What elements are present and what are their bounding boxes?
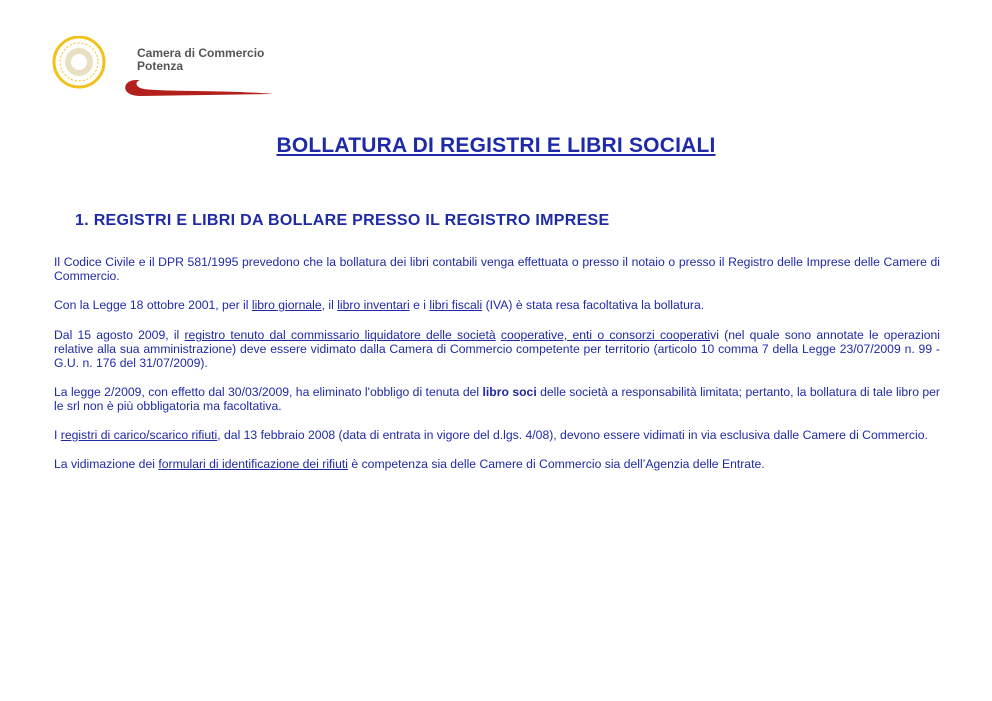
text-span: e i: [409, 298, 430, 312]
text-span: Dal 15 agosto 2009, il: [54, 328, 185, 342]
text-span: I: [54, 428, 61, 442]
text-span: (IVA) è stata resa facoltativa la bollatura.: [482, 298, 705, 312]
link-registro-commissario[interactable]: registro tenuto dal commissario liquidatore delle società: [184, 328, 496, 342]
chamber-logo: [48, 36, 278, 106]
link-cooperative[interactable]: cooperative, enti o consorzi cooperati: [500, 328, 711, 342]
text-span: La legge 2/2009, con effetto dal 30/03/2009, ha eliminato l'obbligo di tenuta del: [54, 385, 483, 399]
paragraph-codice-civile: Il Codice Civile e il DPR 581/1995 prevedono che la bollatura dei libri contabili venga effettuata o presso il notaio o presso il Registro delle Imprese delle Camere di Commercio.: [54, 255, 940, 283]
text-span: Con la Legge 18 ottobre 2001, per il: [54, 298, 252, 312]
paragraph-formulari: [54, 457, 940, 471]
document-body: [54, 255, 940, 486]
bold-libro-soci: libro soci: [482, 385, 537, 399]
logo-text-line2: Potenza: [137, 59, 184, 73]
paragraph-registri-rifiuti: [54, 428, 940, 442]
logo-text-line1: Camera di Commercio: [137, 46, 265, 60]
section-heading: 1. REGISTRI E LIBRI DA BOLLARE PRESSO IL REGISTRO IMPRESE: [75, 212, 610, 229]
paragraph-libro-soci: [54, 385, 940, 413]
text-span: delle società a responsabilità limitata; pertanto, la bollatura di tale libro per le srl non è più obbligatoria ma facoltativa.: [54, 385, 940, 413]
text-span: , dal 13 febbraio 2008 (data di entrata in vigore del d.lgs. 4/08), devono essere vidimati in via esclusiva dalle Camere di Commercio.: [217, 428, 928, 442]
paragraph-commissario-liquidatore: [54, 328, 940, 370]
document-title: BOLLATURA DI REGISTRI E LIBRI SOCIALI: [276, 134, 716, 157]
link-registri-carico-scarico[interactable]: registri di carico/scarico rifiuti: [60, 428, 218, 442]
link-libro-inventari[interactable]: libro inventari: [337, 298, 410, 312]
text-span: vi (nel quale sono annotate le operazioni relative alla sua amministrazione) deve essere vidimato dalla Camera di Commercio competente per territorio (articolo 10 comma 7 della Legge 23/07/2009 n. 99 - G.U. n. 176 del 31/07/2009).: [54, 328, 940, 370]
paragraph-legge-2001: [54, 298, 940, 312]
text-span: , il: [321, 298, 338, 312]
text-span: è competenza sia delle Camere di Commercio sia dell’Agenzia delle Entrate.: [348, 457, 765, 471]
text-span: La vidimazione dei: [54, 457, 159, 471]
link-libro-giornale[interactable]: libro giornale: [251, 298, 322, 312]
link-formulari-rifiuti[interactable]: formulari di identificazione dei rifiuti: [158, 457, 349, 471]
chamber-logo-text: [137, 47, 264, 73]
link-libri-fiscali[interactable]: libri fiscali: [429, 298, 483, 312]
